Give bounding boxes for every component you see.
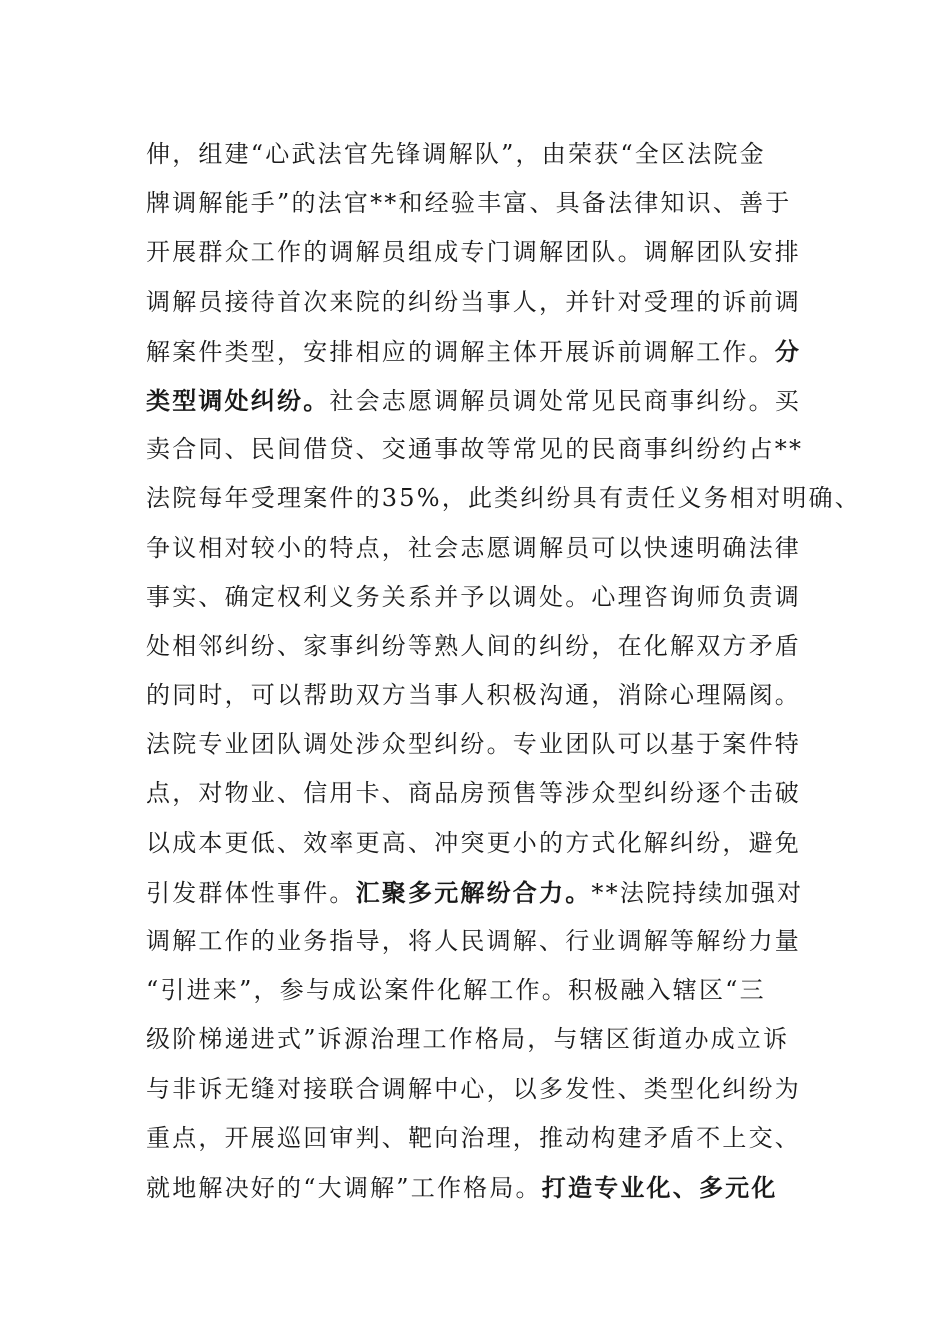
bold-heading-run: 分 (774, 336, 802, 366)
text-line (146, 1015, 846, 1064)
text-run: 处相邻纠纷、家事纠纷等熟人间的纠纷，在化解双方矛盾 (146, 631, 801, 660)
text-line (146, 819, 846, 868)
text-line (146, 327, 846, 376)
text-run: 牌调解能手”的法官**和经验丰富、具备法律知识、善于 (146, 189, 792, 218)
text-line (146, 524, 846, 573)
text-run: 法院每年受理案件的35%，此类纠纷具有责任义务相对明确、 (146, 484, 861, 513)
text-line (146, 917, 846, 966)
text-line (146, 769, 846, 818)
text-run: 伸，组建“心武法官先锋调解队”，由荣获“全区法院金 (146, 140, 766, 168)
text-run: 重点，开展巡回审判、靶向治理，推动构建矛盾不上交、 (146, 1123, 801, 1152)
text-line (146, 573, 846, 622)
text-line (146, 425, 846, 474)
text-run: 与非诉无缝对接联合调解中心，以多发性、类型化纠纷为 (146, 1074, 801, 1103)
text-line (146, 376, 846, 425)
text-run: 法院专业团队调处涉众型纠纷。专业团队可以基于案件特 (146, 730, 801, 759)
text-line (146, 622, 846, 671)
text-line (146, 130, 846, 179)
text-line (146, 868, 846, 917)
text-line (146, 1065, 846, 1114)
text-run: 点，对物业、信用卡、商品房预售等涉众型纠纷逐个击破 (146, 779, 801, 808)
text-run: 级阶梯递进式”诉源治理工作格局，与辖区街道办成立诉 (146, 1025, 790, 1054)
text-run: **法院持续加强对 (591, 878, 804, 907)
text-line (146, 1163, 846, 1212)
text-line (146, 278, 846, 327)
text-run: 调解员接待首次来院的纠纷当事人，并针对受理的诉前调 (146, 287, 801, 316)
text-run: 卖合同、民间借贷、交通事故等常见的民商事纠纷约占** (146, 435, 804, 464)
text-run: 以成本更低、效率更高、冲突更小的方式化解纠纷，避免 (146, 828, 801, 857)
text-run: 就地解决好的“大调解”工作格局。 (146, 1173, 542, 1202)
text-run: 的同时，可以帮助双方当事人积极沟通，消除心理隔阂。 (146, 681, 801, 710)
bold-heading-run: 打造专业化、多元化 (541, 1172, 778, 1202)
text-run: 争议相对较小的特点，社会志愿调解员可以快速明确法律 (146, 533, 801, 562)
text-line (146, 1114, 846, 1163)
text-run: 引发群体性事件。 (146, 878, 356, 907)
text-line (146, 474, 861, 523)
bold-heading-run: 类型调处纠纷。 (146, 385, 330, 415)
text-run: 调解工作的业务指导，将人民调解、行业调解等解纷力量 (146, 927, 801, 955)
text-run: 事实、确定权利义务关系并予以调处。心理咨询师负责调 (146, 582, 801, 611)
text-line (146, 720, 846, 769)
text-run: 开展群众工作的调解员组成专门调解团队。调解团队安排 (146, 238, 801, 267)
text-line (146, 671, 846, 720)
text-run: 解案件类型，安排相应的调解主体开展诉前调解工作。 (146, 337, 775, 366)
text-run: 社会志愿调解员调处常见民商事纠纷。买 (329, 386, 802, 415)
body-text (146, 130, 861, 1212)
text-line (146, 179, 846, 228)
text-run: “引进来”，参与成讼案件化解工作。积极融入辖区“三 (146, 976, 766, 1005)
bold-heading-run: 汇聚多元解纷合力。 (355, 877, 592, 907)
text-line (146, 966, 846, 1015)
text-line (146, 228, 846, 277)
